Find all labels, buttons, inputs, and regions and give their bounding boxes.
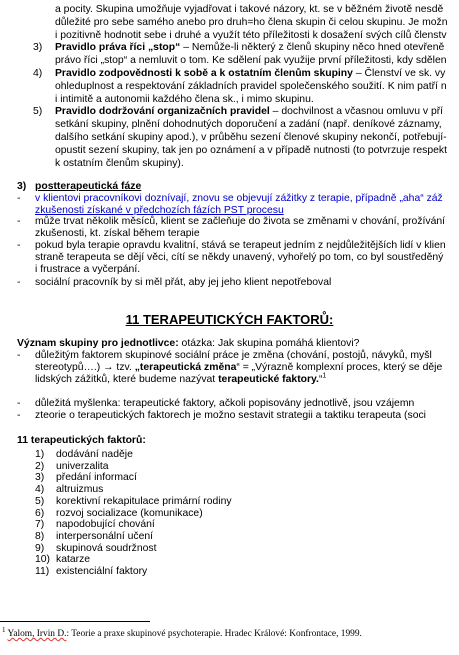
rules-text-line: důležité pro sebe samého anebo pro druh=ho člena skupin či celou skupinu. Je možn bbox=[55, 17, 448, 28]
factor-number: 2) bbox=[35, 461, 45, 472]
rules-text-line: i pozitivně hodnotit sebe i druhé a využít této příležitosti k dosažení svých cílů členstv bbox=[55, 30, 447, 41]
bullet-dash: - bbox=[17, 277, 21, 288]
text-run: “ = „Výrazně komplexní proces, který se děje bbox=[236, 362, 443, 373]
footnote bbox=[2, 625, 362, 639]
rules-text-line: a pocity. Skupina umožňuje vyjadřovat i takové názory, kt. se v běžném životě nesdě bbox=[55, 4, 444, 15]
factor-number: 8) bbox=[35, 531, 45, 542]
rule-text-line: k ostatním členům skupiny). bbox=[55, 158, 184, 169]
rule-text-line: právo říci „stop“ a nemluvit o tom. Ke sdělení pak využije první příležitosti, kdy sdělen bbox=[55, 55, 447, 66]
bullet-text: i frustrace a vyčerpání. bbox=[35, 264, 141, 275]
factor-item: univerzalita bbox=[56, 461, 109, 472]
rule-text: – Členství ve sk. vy bbox=[352, 68, 446, 79]
text-run-bold: „terapeutická změna bbox=[134, 362, 237, 373]
bullet-dash: - bbox=[17, 193, 21, 204]
bullet-text: zkušenosti získané v předchozích fázích PST procesu bbox=[35, 205, 284, 216]
factor-number: 9) bbox=[35, 543, 45, 554]
factor-number: 11) bbox=[35, 566, 50, 577]
factor-item: katarze bbox=[56, 554, 91, 565]
factor-number: 6) bbox=[35, 508, 45, 519]
lead-question: otázka: Jak skupina pomáhá klientovi? bbox=[178, 338, 360, 349]
phase-title: postterapeutická fáze bbox=[35, 181, 142, 192]
rule-text-line: opustit sezení skupiny, tak jen po oznámení a v případě nutnosti (to potvrzuje respekt bbox=[55, 145, 447, 156]
bullet-dash: - bbox=[17, 350, 21, 361]
factor-item: altruizmus bbox=[56, 484, 104, 495]
bullet-text bbox=[35, 374, 326, 386]
text-run: “ bbox=[318, 374, 323, 385]
rule-title: Pravidlo dodržování organizačních pravidel bbox=[55, 106, 270, 117]
factor-item: existenciální faktory bbox=[56, 566, 148, 577]
factor-number: 4) bbox=[35, 484, 45, 495]
footnote-reference[interactable]: 1 bbox=[322, 372, 327, 380]
factor-item: rozvoj socializace (komunikace) bbox=[56, 508, 203, 519]
factor-item: interpersonální učení bbox=[56, 531, 154, 542]
bullet-text: důležitým faktorem skupinové sociální práce je změna (chování, postojů, návyků, myšl bbox=[35, 350, 432, 361]
text-run: stereotypů….) bbox=[35, 362, 101, 373]
rule-text: – Nemůže-li některý z členů skupiny něco hned otevřeně bbox=[180, 42, 445, 53]
factor-item: dodávání naděje bbox=[56, 449, 133, 460]
rule-item bbox=[55, 68, 445, 80]
factor-item: korektivní rekapitulace primární rodiny bbox=[56, 496, 232, 507]
rule-title: Pravidlo práva říci „stop“ bbox=[55, 42, 181, 53]
footnote-number: 1 bbox=[2, 625, 6, 634]
factor-item: napodobující chování bbox=[56, 519, 155, 530]
bullet-dash: - bbox=[17, 398, 21, 409]
arrow-icon: → bbox=[100, 362, 114, 373]
bullet-text bbox=[35, 362, 442, 374]
rule-text: – dochvilnost a včasnou omluvu v pří bbox=[269, 106, 444, 117]
rule-text-line: setkání skupiny, plnění dohodnutých doporučení a zadání (např. deníkové záznamy, bbox=[55, 119, 442, 130]
factor-number: 10) bbox=[35, 554, 51, 565]
bullet-text: v klientovi pracovníkovi doznívají, znovu se objevují zážitky z terapie, případně „aha“ záž bbox=[35, 193, 443, 204]
lead-label: Význam skupiny pro jednotlivce: bbox=[17, 338, 179, 349]
bullet-dash: - bbox=[17, 216, 21, 227]
bullet-text: straně terapeuta se dějí věci, cítí se někdy unavený, vyhořelý po tom, co byl soustředěný bbox=[35, 252, 444, 263]
bullet-text: pokud byla terapie opravdu kvalitní, stává se terapeut jedním z nejdůležitějších lidí v klien bbox=[35, 240, 446, 251]
rule-text-line: i intimitě a autonomii každého člena sk., i mimo skupinu. bbox=[55, 94, 314, 105]
list-number: 5) bbox=[33, 106, 43, 117]
text-run-bold: terapeutické faktory. bbox=[218, 374, 319, 385]
text-run: lidských zážitků, které budeme nazývat bbox=[35, 374, 219, 385]
rule-title: Pravidlo zodpovědnosti k sobě a k ostatním členům skupiny bbox=[55, 68, 353, 79]
bullet-dash: - bbox=[17, 240, 21, 251]
factor-number: 1) bbox=[35, 449, 45, 460]
factor-item: skupinová soudržnost bbox=[56, 543, 157, 554]
rule-item bbox=[55, 42, 444, 54]
paragraph-lead bbox=[17, 338, 359, 350]
section-heading: 11 TERAPEUTICKÝCH FAKTORŮ: bbox=[125, 312, 334, 327]
list-number: 3) bbox=[33, 42, 43, 53]
bullet-text: zteorie o terapeutických faktorech je možno sestavit strategii a taktiku terapeuta (soci bbox=[35, 410, 426, 421]
list-number: 4) bbox=[33, 68, 43, 79]
rule-item bbox=[55, 106, 443, 118]
text-run: tzv. bbox=[113, 362, 135, 373]
factor-item: předání informací bbox=[56, 472, 137, 483]
footnote-separator bbox=[0, 621, 150, 622]
factor-number: 5) bbox=[35, 496, 45, 507]
factors-title: 11 terapeutických faktorů: bbox=[17, 435, 146, 446]
factor-number: 3) bbox=[35, 472, 45, 483]
factor-number: 7) bbox=[35, 519, 45, 530]
bullet-text: může trvat několik měsíců, klient se začleňuje do života se změnami v chování, prožívání bbox=[35, 216, 446, 227]
bullet-text: důležitá myšlenka: terapeutické faktory, ačkoli popisovány jednotlivě, jsou vzájemn bbox=[35, 398, 415, 409]
footnote-author: Yalom, Irvin D. bbox=[7, 629, 67, 639]
bullet-dash: - bbox=[17, 410, 21, 421]
bullet-text: sociální pracovník by si měl přát, aby jej jeho klient nepotřeboval bbox=[35, 277, 332, 288]
bullet-text: zkušenosti, kt. získal během terapie bbox=[35, 228, 200, 239]
rule-text-line: dalšího setkání skupiny apod.), v průběhu sezení členové skupiny nekončí, potřebují- bbox=[55, 132, 447, 143]
rule-text-line: ohleduplnost a respektování základních pravidel společenského soužití. K nim patří n bbox=[55, 81, 447, 92]
footnote-text: : Teorie a praxe skupinové psychoterapie. Hradec Králové: Konfrontace, 1999. bbox=[66, 629, 362, 639]
phase-number: 3) bbox=[17, 181, 27, 192]
